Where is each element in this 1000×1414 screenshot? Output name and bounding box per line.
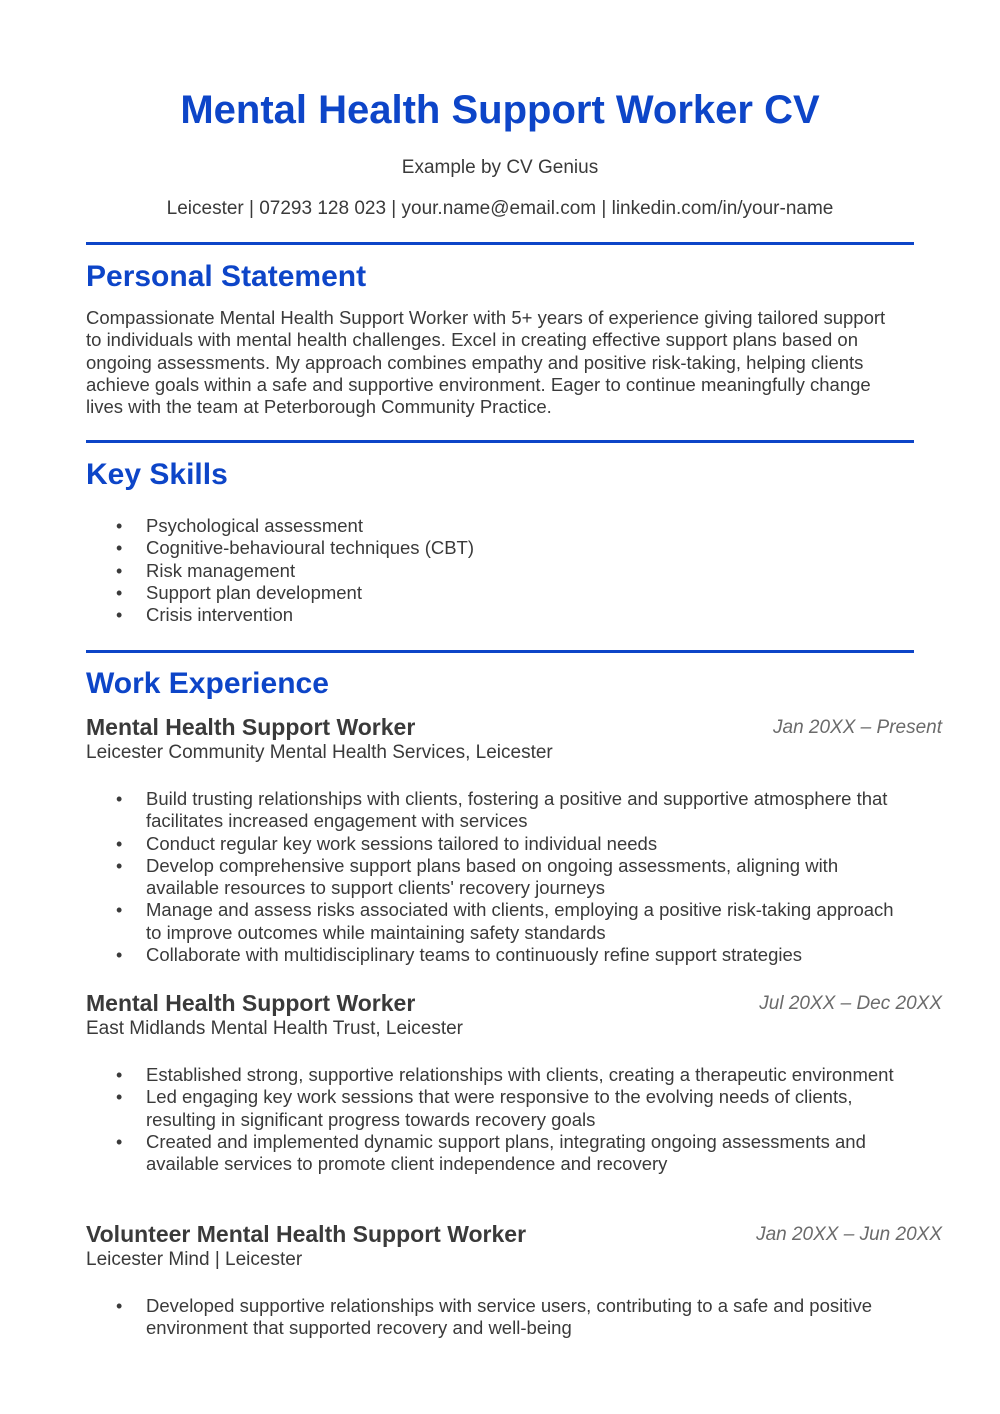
job-duty: • Collaborate with multidisciplinary teams to continuously refine support strategies xyxy=(86,944,914,966)
job-dates: Jul 20XX – Dec 20XX xyxy=(759,993,942,1014)
job-duty: • Build trusting relationships with clients, fostering a positive and supportive atmosphere that facilitates increased engagement with services xyxy=(86,788,914,833)
job-duties-list xyxy=(86,788,914,966)
job-organisation: Leicester Community Mental Health Services, Leicester xyxy=(86,742,553,763)
job-duty: • Led engaging key work sessions that were responsive to the evolving needs of clients, resulting in significant progress towards recovery goals xyxy=(86,1086,914,1131)
skill-item: • Cognitive-behavioural techniques (CBT) xyxy=(86,537,914,559)
job-duty: • Developed supportive relationships with service users, contributing to a safe and positive environment that supported recovery and well-being xyxy=(86,1295,914,1340)
key-skills-list xyxy=(86,515,914,626)
skill-item: • Crisis intervention xyxy=(86,604,914,626)
skill-item: • Risk management xyxy=(86,560,914,582)
job-dates: Jan 20XX – Present xyxy=(773,717,942,738)
section-divider xyxy=(86,242,914,245)
job-title: Mental Health Support Worker xyxy=(86,714,416,740)
section-divider xyxy=(86,650,914,653)
personal-statement-text: Compassionate Mental Health Support Worker with 5+ years of experience giving tailored support to individuals with mental health challenges. Excel in creating effective support plans based on ongoing assessments. My approach combines empathy and positive risk-taking, helping clients achieve goals within a safe and supportive environment. Eager to continue meaningfully change lives with the team at Peterborough Community Practice. xyxy=(86,307,886,418)
job-duty: • Established strong, supportive relationships with clients, creating a therapeutic environment xyxy=(86,1064,914,1086)
contact-line: Leicester | 07293 128 023 | your.name@email.com | linkedin.com/in/your-name xyxy=(166,198,834,219)
skill-item: • Support plan development xyxy=(86,582,914,604)
work-experience-heading: Work Experience xyxy=(86,667,329,700)
personal-statement-heading: Personal Statement xyxy=(86,260,367,293)
job-duty: • Created and implemented dynamic support plans, integrating ongoing assessments and available services to promote client independence and recovery xyxy=(86,1131,914,1176)
job-organisation: East Midlands Mental Health Trust, Leicester xyxy=(86,1018,464,1039)
job-duties-list xyxy=(86,1064,914,1175)
job-dates: Jan 20XX – Jun 20XX xyxy=(756,1224,942,1245)
job-duty: • Manage and assess risks associated with clients, employing a positive risk-taking approach to improve outcomes while maintaining safety standards xyxy=(86,899,914,944)
cv-title: Mental Health Support Worker CV xyxy=(180,88,820,132)
key-skills-heading: Key Skills xyxy=(86,458,228,491)
job-title: Volunteer Mental Health Support Worker xyxy=(86,1221,527,1247)
job-duty: • Develop comprehensive support plans based on ongoing assessments, aligning with available resources to support clients' recovery journeys xyxy=(86,855,914,900)
job-duties-list xyxy=(86,1295,914,1340)
skill-item: • Psychological assessment xyxy=(86,515,914,537)
job-title: Mental Health Support Worker xyxy=(86,990,416,1016)
cv-subtitle: Example by CV Genius xyxy=(401,157,599,178)
section-divider xyxy=(86,440,914,443)
job-organisation: Leicester Mind | Leicester xyxy=(86,1249,303,1270)
job-duty: • Conduct regular key work sessions tailored to individual needs xyxy=(86,833,914,855)
